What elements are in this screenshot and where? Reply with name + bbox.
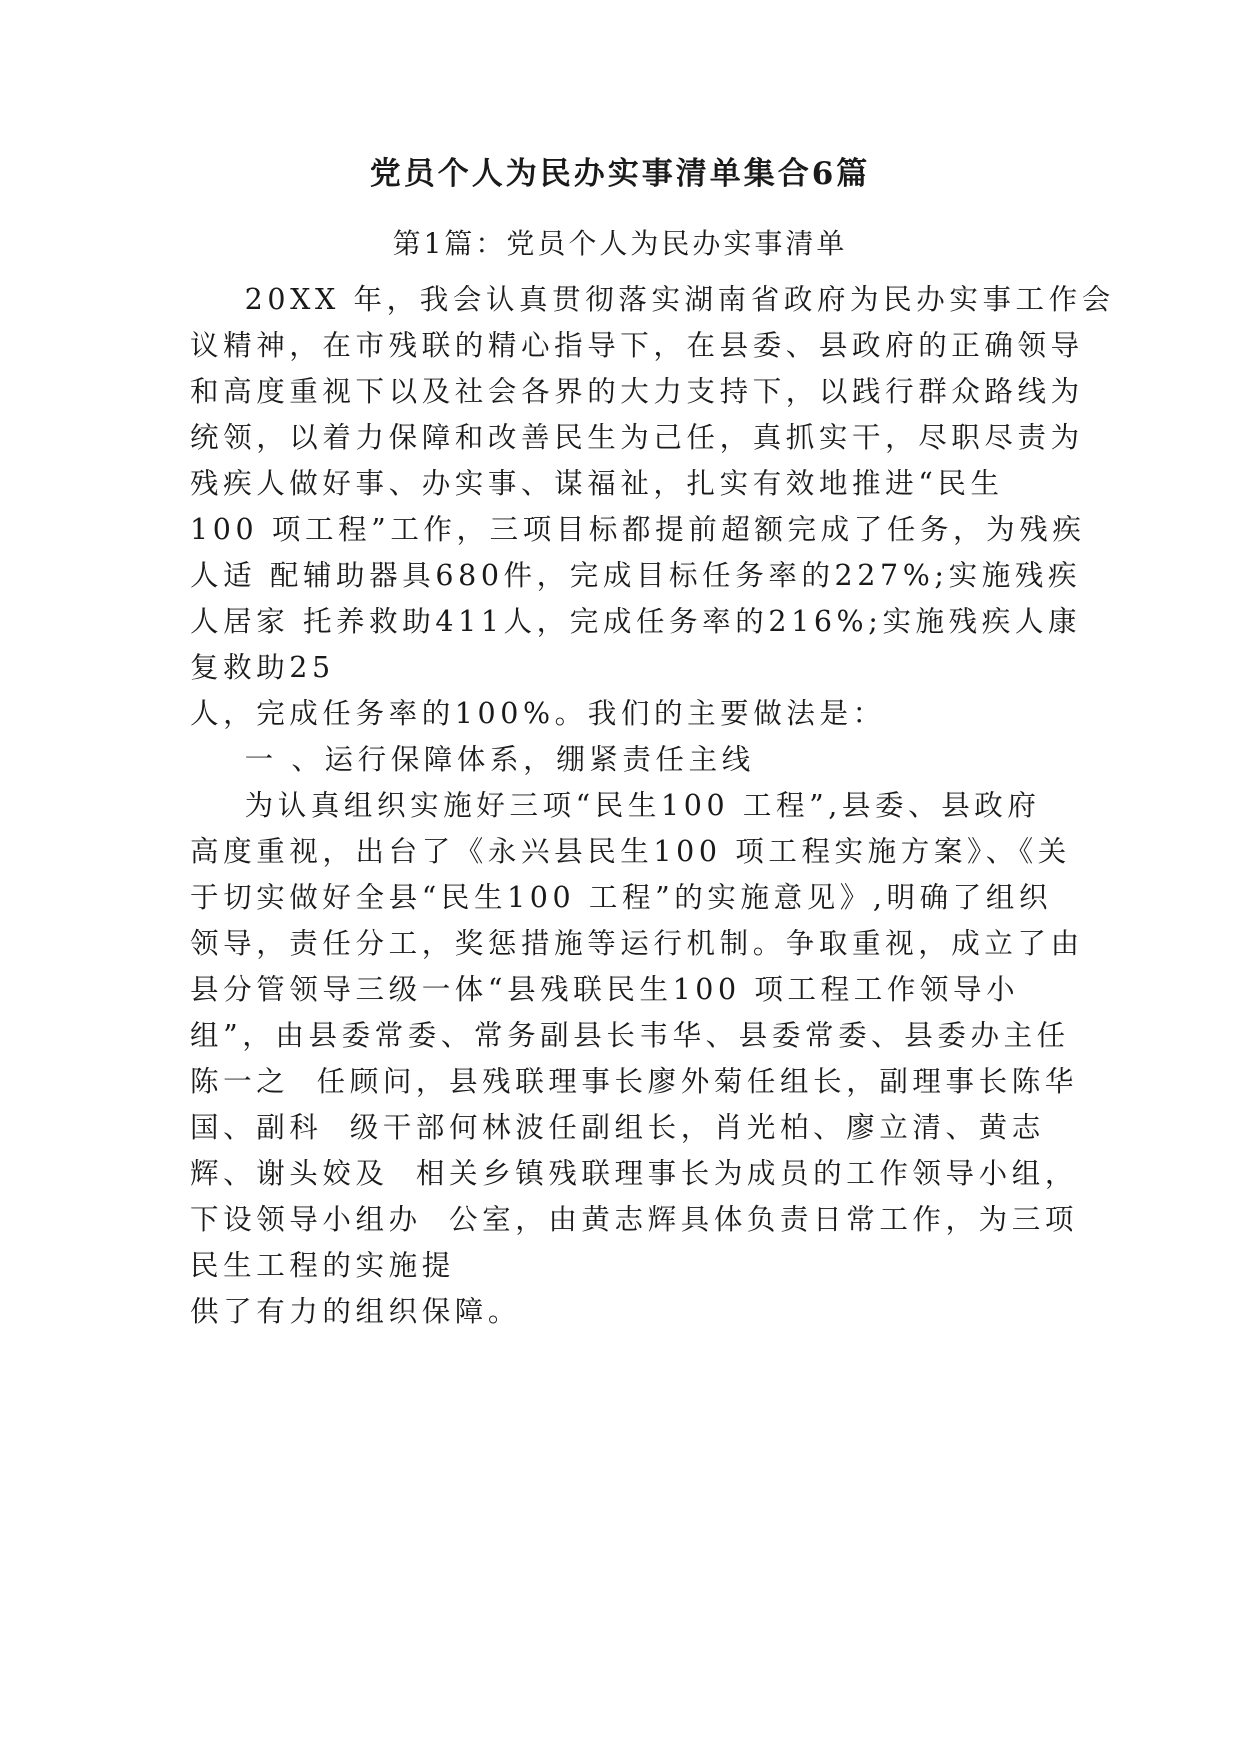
body-line: 县分管领导三级一体“县残联民生100 项工程工作领导小 — [190, 973, 1020, 1006]
document-title: 党员个人为民办实事清单集合6篇 — [369, 156, 871, 192]
body-line: 组”，由县委常委、常务副县长韦华、县委常委、县委办主任 — [190, 1019, 1070, 1052]
body-line: 复救助25 — [190, 651, 335, 684]
body-line: 人适 配辅助器具680件，完成目标任务率的227%;实施残疾 — [190, 559, 1082, 592]
body-line: 人，完成任务率的100%。我们的主要做法是： — [190, 697, 886, 730]
body-line: 辉、谢头姣及 相关乡镇残联理事长为成员的工作领导小组， — [190, 1157, 1078, 1190]
body-line: 于切实做好全县“民生100 工程”的实施意见》,明确了组织 — [190, 881, 1053, 914]
body-line: 统领，以着力保障和改善民生为己任，真抓实干，尽职尽责为 — [190, 421, 1084, 454]
body-line: 领导，责任分工，奖惩措施等运行机制。争取重视，成立了由 — [190, 927, 1084, 960]
body-line: 和高度重视下以及社会各界的大力支持下，以践行群众路线为 — [190, 375, 1084, 408]
body-line: 供了有力的组织保障。 — [190, 1295, 522, 1328]
body-line: 国、副科 级干部何林波任副组长，肖光柏、廖立清、黄志 — [190, 1111, 1045, 1144]
document-subtitle: 第1篇：党员个人为民办实事清单 — [392, 227, 848, 260]
body-line: 陈一之 任顾问，县残联理事长廖外菊任组长，副理事长陈华 — [190, 1065, 1078, 1098]
body-line: 民生工程的实施提 — [190, 1249, 455, 1282]
body-line: 100 项工程”工作，三项目标都提前超额完成了任务，为残疾 — [190, 513, 1086, 546]
body-line: 人居家 托养救助411人，完成任务率的216%;实施残疾人康 — [190, 605, 1082, 638]
body-line: 下设领导小组办 公室，由黄志辉具体负责日常工作，为三项 — [190, 1203, 1078, 1236]
body-line: 残疾人做好事、办实事、谋福祉，扎实有效地推进“民生 — [190, 467, 1004, 500]
section-heading: 一 、运行保障体系，绷紧责任主线 — [190, 743, 755, 776]
body-line: 高度重视，出台了《永兴县民生100 项工程实施方案》、《关 — [190, 835, 1071, 868]
body-line: 为认真组织实施好三项“民生100 工程”,县委、县政府 — [190, 789, 1041, 822]
body-line: 议精神，在市残联的精心指导下，在县委、县政府的正确领导 — [190, 329, 1084, 362]
body-line: 20XX 年，我会认真贯彻落实湖南省政府为民办实事工作会 — [190, 283, 1115, 316]
